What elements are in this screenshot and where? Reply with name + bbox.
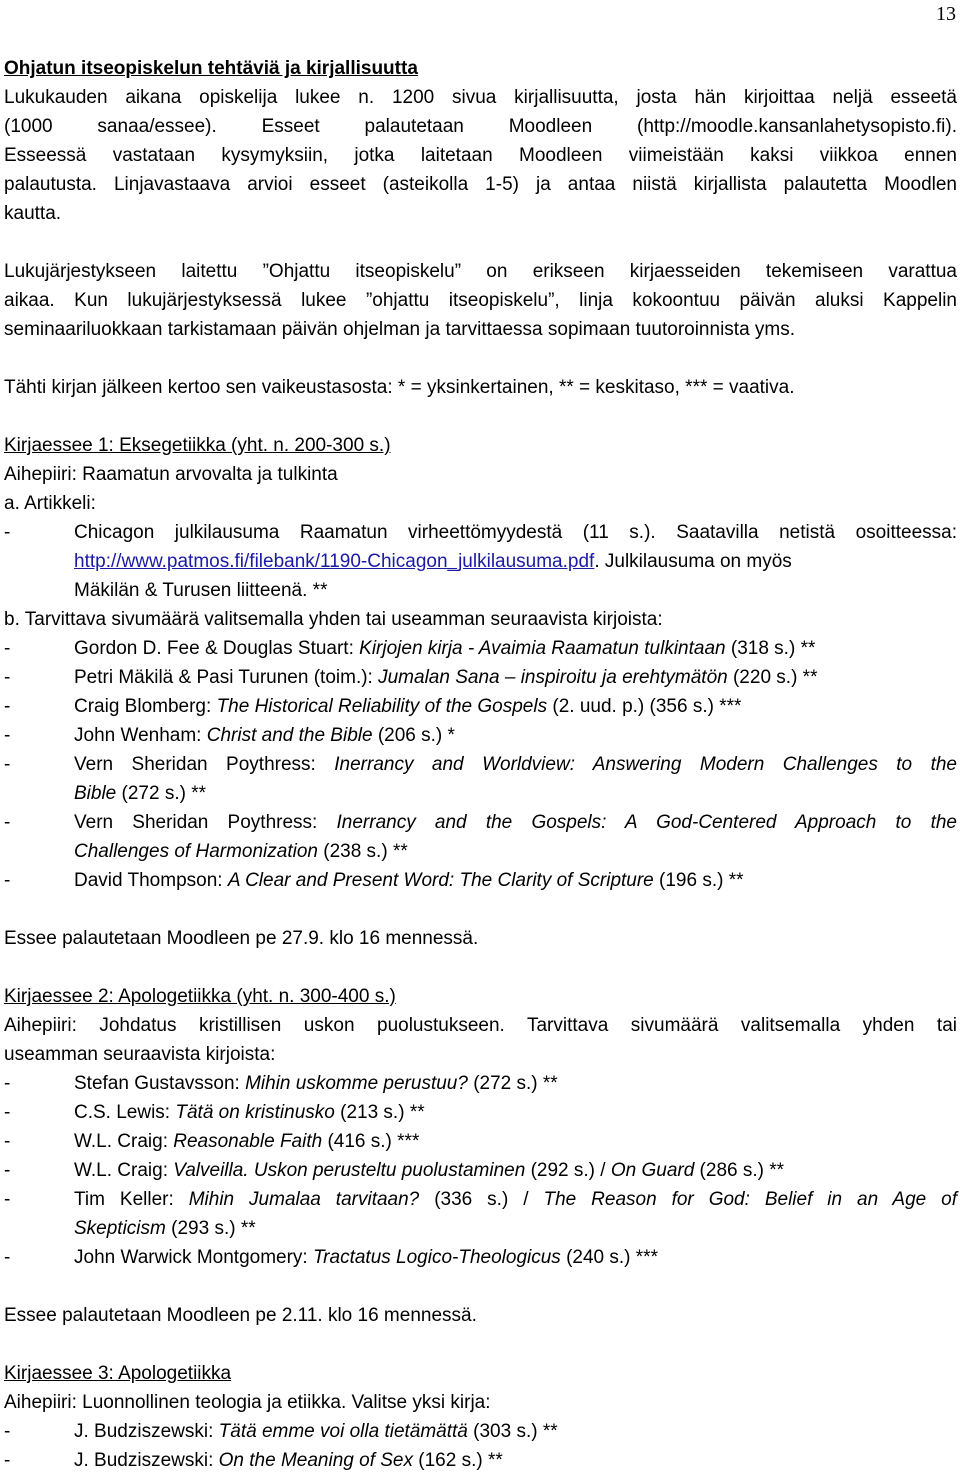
book-item: - W.L. Craig: Valveilla. Uskon perusteltu puolustaminen (292 s.) / On Guard (286 s.) ** [4,1160,785,1181]
book-item-cont: Skepticism (293 s.) ** [74,1218,256,1239]
book-item-cont: Bible (272 s.) ** [74,783,207,804]
book-item: - Petri Mäkilä & Pasi Turunen (toim.): Jumalan Sana – inspiroitu ja erehtymätön (220 s.) ** [4,667,818,688]
page-number: 13 [936,3,956,25]
chicago-pdf-link[interactable]: http://www.patmos.fi/filebank/1190-Chicagon_julkilausuma.pdf [74,551,595,572]
schedule-line: Lukujärjestykseen laitettu ”Ohjattu itseopiskelu” on erikseen kirjaesseiden tekemiseen varattua [4,261,957,282]
book-item: - John Wenham: Christ and the Bible (206 s.) * [4,725,455,746]
essay1-deadline: Essee palautetaan Moodleen pe 27.9. klo 16 mennessä. [4,928,479,949]
section-heading: Ohjatun itseopiskelun tehtäviä ja kirjallisuutta [4,58,418,79]
essay3-title: Kirjaessee 3: Apologetiikka [4,1363,232,1384]
book-item: - J. Budziszewski: On the Meaning of Sex (162 s.) ** [4,1450,503,1471]
essay2-title: Kirjaessee 2: Apologetiikka (yht. n. 300-400 s.) [4,986,396,1007]
schedule-line: seminaariluokkaan tarkistamaan päivän ohjelman ja tarvittaessa sopimaan tuutoroinnista yms. [4,319,796,340]
book-item: - Vern Sheridan Poythress: Inerrancy and Worldview: Answering Modern Challenges to the [4,754,957,775]
article-item: - Chicagon julkilausuma Raamatun virheettömyydestä (11 s.). Saatavilla netistä osoitteessa: [4,522,957,543]
document-body [4,54,957,1475]
book-item: - Stefan Gustavsson: Mihin uskomme perustuu? (272 s.) ** [4,1073,558,1094]
book-item: - J. Budziszewski: Tätä emme voi olla tietämättä (303 s.) ** [4,1421,558,1442]
difficulty-note: Tähti kirjan jälkeen kertoo sen vaikeustasosta: * = yksinkertainen, ** = keskitaso, *** = vaativa. [4,377,795,398]
intro-line: Lukukauden aikana opiskelija lukee n. 1200 sivua kirjallisuutta, josta hän kirjoittaa neljä esseetä [4,87,957,108]
essay1-title: Kirjaessee 1: Eksegetiikka (yht. n. 200-300 s.) [4,435,391,456]
article-item-cont: Mäkilän & Turusen liitteenä. ** [74,580,328,601]
essay1-part-b: b. Tarvittava sivumäärä valitsemalla yhden tai useamman seuraavista kirjoista: [4,609,663,630]
schedule-line: aikaa. Kun lukujärjestyksessä lukee ”ohjattu itseopiskelu”, linja kokoontuu päivän aluksi Kappelin [4,290,957,311]
intro-line: (1000 sanaa/essee). Esseet palautetaan Moodleen (http://moodle.kansanlahetysopisto.fi). [4,116,957,137]
intro-line: Esseessä vastataan kysymyksiin, jotka laitetaan Moodleen viimeistään kaksi viikkoa ennen [4,145,957,166]
book-item: - C.S. Lewis: Tätä on kristinusko (213 s.) ** [4,1102,425,1123]
essay1-part-a: a. Artikkeli: [4,493,96,514]
book-item: - John Warwick Montgomery: Tractatus Logico-Theologicus (240 s.) *** [4,1247,658,1268]
article-link-line: http://www.patmos.fi/filebank/1190-Chicagon_julkilausuma.pdf. Julkilausuma on myös [74,551,792,572]
book-item: - David Thompson: A Clear and Present Word: The Clarity of Scripture (196 s.) ** [4,870,744,891]
intro-line: kautta. [4,203,62,224]
essay2-topic: Aihepiiri: Johdatus kristillisen uskon puolustukseen. Tarvittava sivumäärä valitsemalla yhden tai [4,1015,957,1036]
book-item-cont: Challenges of Harmonization (238 s.) ** [74,841,408,862]
book-item: - W.L. Craig: Reasonable Faith (416 s.) *** [4,1131,420,1152]
book-item: - Craig Blomberg: The Historical Reliability of the Gospels (2. uud. p.) (356 s.) *** [4,696,742,717]
intro-line: palautusta. Linjavastaava arvioi esseet (asteikolla 1-5) ja antaa niistä kirjallista palautetta Moodlen [4,174,957,195]
book-item: - Tim Keller: Mihin Jumalaa tarvitaan? (336 s.) / The Reason for God: Belief in an Age of [4,1189,958,1210]
essay1-topic: Aihepiiri: Raamatun arvovalta ja tulkinta [4,464,338,485]
essay3-topic: Aihepiiri: Luonnollinen teologia ja etiikka. Valitse yksi kirja: [4,1392,491,1413]
book-item: - Gordon D. Fee & Douglas Stuart: Kirjojen kirja - Avaimia Raamatun tulkintaan (318 s.) ** [4,638,816,659]
book-item: - Vern Sheridan Poythress: Inerrancy and the Gospels: A God-Centered Approach to the [4,812,957,833]
essay2-deadline: Essee palautetaan Moodleen pe 2.11. klo 16 mennessä. [4,1305,477,1326]
essay2-topic-cont: useamman seuraavista kirjoista: [4,1044,276,1065]
